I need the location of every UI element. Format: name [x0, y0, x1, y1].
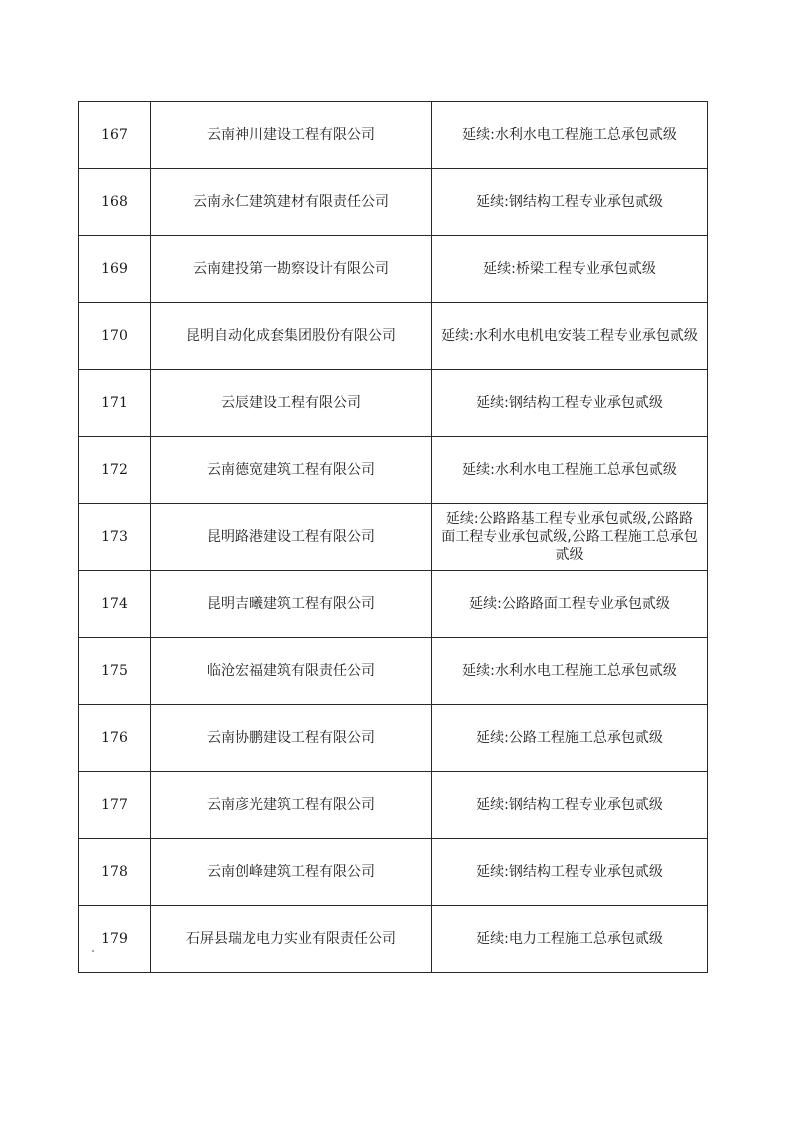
row-number-cell: 174 [79, 571, 151, 638]
company-name-cell: 云南协鹏建设工程有限公司 [151, 705, 432, 772]
table-row [79, 169, 708, 236]
qualification-scope-cell: 延续:水利水电工程施工总承包贰级 [432, 102, 708, 169]
company-name-cell: 云南建投第一勘察设计有限公司 [151, 236, 432, 303]
table-row [79, 772, 708, 839]
company-name-cell: 云南创峰建筑工程有限公司 [151, 839, 432, 906]
qualification-scope-cell: 延续:钢结构工程专业承包贰级 [432, 772, 708, 839]
qualification-scope-cell: 延续:钢结构工程专业承包贰级 [432, 169, 708, 236]
company-name-cell: 云南彦光建筑工程有限公司 [151, 772, 432, 839]
row-number-cell: 177 [79, 772, 151, 839]
row-number-cell: 173 [79, 504, 151, 571]
row-number-cell: 167 [79, 102, 151, 169]
table-row [79, 638, 708, 705]
qualification-scope-cell: 延续:水利水电工程施工总承包贰级 [432, 437, 708, 504]
table-body [79, 102, 708, 973]
qualification-scope-cell: 延续:水利水电工程施工总承包贰级 [432, 638, 708, 705]
table-row [79, 839, 708, 906]
table-row [79, 571, 708, 638]
scan-speck [92, 950, 94, 952]
company-name-cell: 临沧宏福建筑有限责任公司 [151, 638, 432, 705]
qualification-scope-cell: 延续:电力工程施工总承包贰级 [432, 906, 708, 973]
row-number-cell: 172 [79, 437, 151, 504]
company-name-cell: 昆明吉曦建筑工程有限公司 [151, 571, 432, 638]
table-row [79, 906, 708, 973]
qualification-scope-cell: 延续:桥梁工程专业承包贰级 [432, 236, 708, 303]
qualification-scope-cell: 延续:公路路面工程专业承包贰级 [432, 571, 708, 638]
qualification-scope-cell: 延续:公路路基工程专业承包贰级,公路路面工程专业承包贰级,公路工程施工总承包贰级 [432, 504, 708, 571]
row-number-cell: 168 [79, 169, 151, 236]
table-row [79, 102, 708, 169]
qualification-scope-cell: 延续:钢结构工程专业承包贰级 [432, 839, 708, 906]
row-number-cell: 169 [79, 236, 151, 303]
company-name-cell: 云南永仁建筑建材有限责任公司 [151, 169, 432, 236]
table-row [79, 303, 708, 370]
row-number-cell: 178 [79, 839, 151, 906]
company-name-cell: 昆明路港建设工程有限公司 [151, 504, 432, 571]
qualification-table [78, 101, 708, 973]
company-name-cell: 云南神川建设工程有限公司 [151, 102, 432, 169]
table-row [79, 236, 708, 303]
table-row [79, 504, 708, 571]
qualification-scope-cell: 延续:钢结构工程专业承包贰级 [432, 370, 708, 437]
row-number-cell: 175 [79, 638, 151, 705]
table-row [79, 370, 708, 437]
table-row [79, 705, 708, 772]
company-name-cell: 云南德宽建筑工程有限公司 [151, 437, 432, 504]
row-number-cell: 176 [79, 705, 151, 772]
row-number-cell: 171 [79, 370, 151, 437]
qualification-scope-cell: 延续:公路工程施工总承包贰级 [432, 705, 708, 772]
company-name-cell: 昆明自动化成套集团股份有限公司 [151, 303, 432, 370]
qualification-scope-cell: 延续:水利水电机电安装工程专业承包贰级 [432, 303, 708, 370]
row-number-cell: 170 [79, 303, 151, 370]
company-name-cell: 云辰建设工程有限公司 [151, 370, 432, 437]
company-name-cell: 石屏县瑞龙电力实业有限责任公司 [151, 906, 432, 973]
table-row [79, 437, 708, 504]
row-number-cell: 179 [79, 906, 151, 973]
